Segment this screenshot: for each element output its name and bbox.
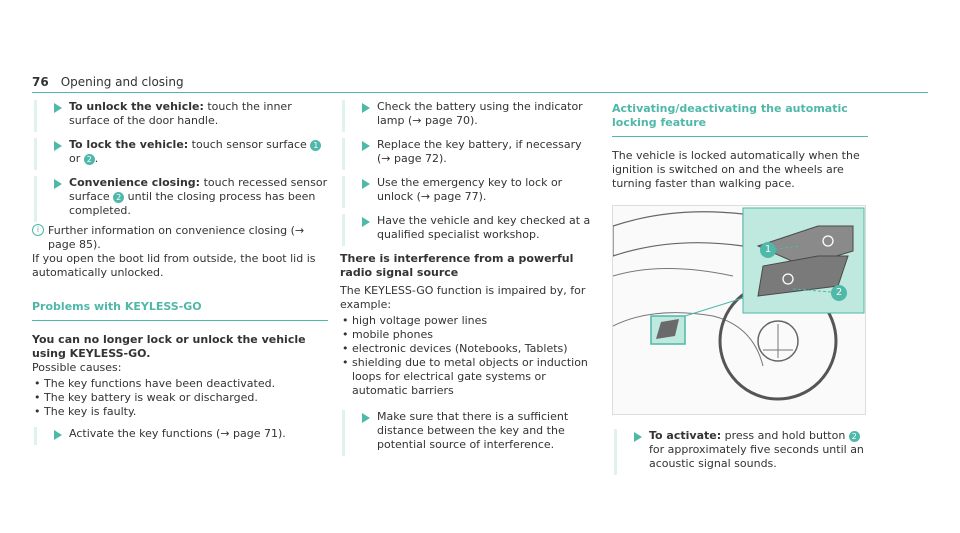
step-arrow-icon — [54, 103, 62, 113]
door-panel-illustration — [612, 205, 866, 415]
step-title: To lock the vehicle: — [69, 138, 189, 151]
causes-label: Possible causes: — [32, 361, 122, 374]
step-text: for approximately five seconds until an acoustic signal sounds. — [649, 443, 864, 470]
step-bar — [34, 100, 37, 132]
step-text: touch the inner surface of the door handle. — [69, 100, 292, 127]
step-activate-keys — [32, 427, 328, 441]
column-left — [32, 100, 328, 451]
callout-2-icon: 2 — [84, 154, 95, 165]
step-arrow-icon — [634, 432, 642, 442]
step-distance — [340, 410, 592, 452]
step-arrow-icon — [362, 413, 370, 423]
page-header — [32, 75, 184, 89]
step-text: Have the vehicle and key checked at a qualified specialist workshop. — [377, 214, 591, 241]
list-item: • The key battery is weak or discharged. — [32, 391, 328, 405]
step-bar — [34, 427, 37, 445]
section-title: Problems with KEYLESS-GO — [32, 300, 202, 313]
header-divider — [32, 92, 928, 93]
paragraph: If you open the boot lid from outside, the boot lid is automatically unlocked. — [32, 252, 316, 279]
callout-2-icon: 2 — [849, 431, 860, 442]
step-emergency-key — [340, 176, 592, 204]
interference-list — [340, 314, 592, 398]
step-convenience-closing — [32, 176, 328, 218]
step-text[interactable]: Activate the key functions (→ page 71). — [69, 427, 286, 440]
step-bar — [342, 176, 345, 208]
door-panel-drawing — [613, 206, 865, 414]
info-text[interactable]: Further information on convenience closing (→ page 85). — [48, 224, 305, 251]
list-item: • shielding due to metal objects or induction loops for electrical gate systems or automatic barriers — [340, 356, 592, 398]
interference-heading: There is interference from a powerful radio signal source — [340, 252, 574, 279]
step-arrow-icon — [362, 217, 370, 227]
callout-2-icon: 2 — [831, 285, 847, 301]
section-title: Activating/deactivating the automatic locking feature — [612, 102, 848, 129]
step-text: until the closing process has been completed. — [69, 190, 316, 217]
callout-1-icon: 1 — [310, 140, 321, 151]
step-text[interactable]: Replace the key battery, if necessary (→ page 72). — [377, 138, 582, 165]
step-bar — [342, 100, 345, 132]
step-arrow-icon — [54, 430, 62, 440]
column-right — [612, 100, 868, 481]
step-activate — [612, 429, 868, 471]
section-divider — [32, 320, 328, 321]
column-middle — [340, 100, 592, 462]
step-text: . — [94, 152, 99, 165]
list-item: • electronic devices (Notebooks, Tablets) — [340, 342, 592, 356]
step-text[interactable]: Check the battery using the indicator lamp (→ page 70). — [377, 100, 583, 127]
step-arrow-icon — [54, 179, 62, 189]
step-bar — [34, 138, 37, 170]
step-text: press and hold button — [721, 429, 849, 442]
problem-heading: You can no longer lock or unlock the vehicle using KEYLESS-GO. — [32, 333, 306, 360]
step-text: Make sure that there is a sufficient distance between the key and the potential source of interference. — [377, 410, 569, 451]
page-title: Opening and closing — [60, 75, 184, 89]
step-title: To unlock the vehicle: — [69, 100, 204, 113]
callout-1-icon: 1 — [760, 242, 776, 258]
step-text: touch recessed sensor surface — [69, 176, 328, 203]
list-item: • high voltage power lines — [340, 314, 592, 328]
paragraph: The vehicle is locked automatically when the ignition is switched on and the wheels are turning faster than walking pace. — [612, 149, 860, 190]
page-number: 76 — [32, 75, 49, 89]
step-arrow-icon — [362, 141, 370, 151]
step-text: touch sensor surface — [188, 138, 311, 151]
step-bar — [342, 410, 345, 456]
list-item: • The key is faulty. — [32, 405, 328, 419]
step-workshop — [340, 214, 592, 242]
info-icon: i — [32, 224, 44, 236]
step-bar — [342, 214, 345, 246]
step-unlock — [32, 100, 328, 128]
step-bar — [342, 138, 345, 170]
step-lock — [32, 138, 328, 166]
causes-list — [32, 377, 328, 419]
list-item: • mobile phones — [340, 328, 592, 342]
list-item: • The key functions have been deactivated. — [32, 377, 328, 391]
step-text[interactable]: Use the emergency key to lock or unlock (→ page 77). — [377, 176, 563, 203]
step-bar — [614, 429, 617, 475]
step-check-battery — [340, 100, 592, 128]
interference-text: The KEYLESS-GO function is impaired by, for example: — [340, 284, 586, 311]
step-title: Convenience closing: — [69, 176, 201, 189]
step-replace-battery — [340, 138, 592, 166]
step-arrow-icon — [362, 103, 370, 113]
step-arrow-icon — [362, 179, 370, 189]
step-bar — [34, 176, 37, 222]
callout-2-icon: 2 — [113, 192, 124, 203]
step-arrow-icon — [54, 141, 62, 151]
step-text: or — [69, 152, 84, 165]
section-divider — [612, 136, 868, 137]
step-title: To activate: — [649, 429, 722, 442]
info-note — [32, 224, 328, 252]
